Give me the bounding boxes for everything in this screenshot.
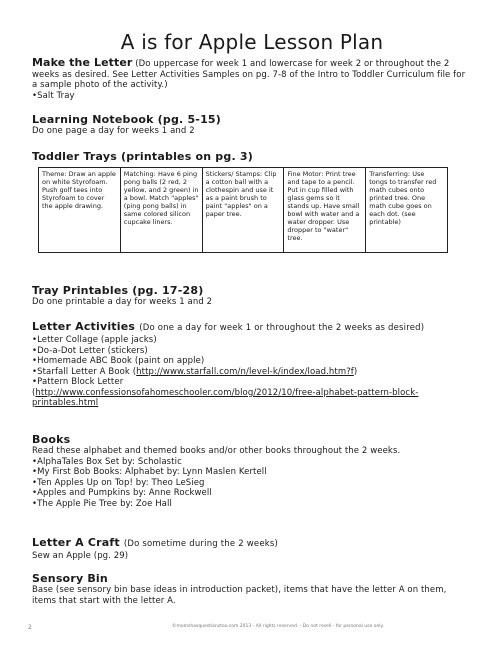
make-letter-heading: Make the Letter [32, 56, 133, 69]
page-number: 2 [28, 624, 32, 631]
make-letter-list [32, 91, 472, 102]
notebook-section [32, 113, 472, 137]
starfall-link[interactable]: http://www.starfall.com/n/level-k/index/load.htm?f [136, 366, 354, 377]
table-cell: Fine Motor: Print tree and tape to a pencil. Put in cup filled with glass gems so it stands up. Have small bowl with water and a water dropper. Use dropper to "water" tree. [284, 168, 366, 253]
notebook-desc: Do one page a day for weeks 1 and 2 [32, 126, 195, 136]
pattern-block-link[interactable]: http://www.confessionsofahomeschooler.com/blog/2012/10/free-alphabet-pattern-block-printables.html [32, 387, 419, 408]
trays-heading: Toddler Trays (printables on pg. 3) [32, 150, 253, 163]
tray-printables-heading: Tray Printables (pg. 17-28) [32, 284, 204, 297]
list-item: •Homemade ABC Book (paint on apple) [32, 356, 205, 366]
paren-close: ) [353, 366, 358, 377]
books-section [32, 433, 472, 509]
starfall-text: •Starfall Letter A Book ( [32, 366, 137, 377]
toddler-trays-section [32, 150, 472, 253]
list-item: •My First Bob Books: Alphabet by: Lynn Maslen Kertell [32, 467, 267, 477]
table-cell: Stickers/ Stamps: Clip a cotton ball with a clothespin and use it as a paint brush to paint "apples" on a paper tree. [202, 168, 284, 253]
books-list [32, 457, 472, 510]
craft-title [32, 536, 472, 551]
craft-note: (Do sometime during the 2 weeks) [123, 539, 279, 549]
books-desc: Read these alphabet and themed books and/or other books throughout the 2 weeks. [32, 446, 401, 456]
list-item: •AlphaTales Box Set by: Scholastic [32, 456, 182, 467]
tray-printables-desc: Do one printable a day for weeks 1 and 2 [32, 297, 213, 307]
letter-activities-section [32, 320, 472, 409]
list-item: •Do-a-Dot Letter (stickers) [32, 345, 148, 356]
list-item [32, 388, 472, 409]
copyright-text: ©momshasquestionstoo.com 2013 - All rights reserved. - Do not resell - for personal use only. [172, 624, 384, 629]
sensory-section [32, 572, 472, 606]
list-item: •Apples and Pumpkins by: Anne Rockwell [32, 488, 212, 498]
list-item: •The Apple Pie Tree by: Zoe Hall [32, 498, 172, 509]
trays-table [38, 167, 448, 253]
craft-heading: Letter A Craft [32, 536, 120, 549]
list-item [32, 367, 472, 378]
make-letter-text [32, 58, 472, 91]
table-cell: Transferring: Use tongs to transfer red math cubes onto printed tree. One math cube goes on each dot. (see printable) [366, 168, 448, 253]
notebook-heading: Learning Notebook (pg. 5-15) [32, 113, 222, 126]
table-cell: Theme: Draw an apple on white Styrofoam. Push golf tees into Styrofoam to cover the apple drawing. [39, 168, 121, 253]
sensory-heading: Sensory Bin [32, 572, 108, 585]
page-title: A is for Apple Lesson Plan [120, 30, 384, 54]
letter-activities-title [32, 320, 472, 335]
table-cell: Matching: Have 6 ping pong balls (2 red, 2 yellow, and 2 green) in a bowl. Match "apples" (ping pong balls) in same colored silicon cupcake liners. [120, 168, 202, 253]
list-item: •Salt Tray [32, 90, 75, 101]
table-row [39, 168, 448, 253]
letter-activities-list [32, 335, 472, 409]
list-item: •Letter Collage (apple jacks) [32, 335, 157, 345]
sensory-desc: Base (see sensory bin base ideas in introduction packet), items that have the letter A on them, items that start with the letter A. [32, 585, 447, 606]
letter-activities-heading: Letter Activities [32, 320, 136, 333]
craft-section [32, 536, 472, 562]
tray-printables-section [32, 284, 472, 308]
books-heading: Books [32, 433, 71, 446]
make-letter-section [32, 58, 472, 101]
craft-desc: Sew an Apple (pg. 29) [32, 551, 129, 561]
list-item: •Pattern Block Letter [32, 377, 124, 387]
paren-open: ( [32, 387, 36, 398]
make-letter-desc: (Do uppercase for week 1 and lowercase for week 2 or throughout the 2 weeks as desired. See Letter Activities Samples on pg. 7-8 of the Intro to Toddler Curriculum file for a sample photo of the activity.) [32, 59, 466, 90]
letter-activities-note: (Do one a day for week 1 or throughout the 2 weeks as desired) [139, 323, 425, 333]
list-item: •Ten Apples Up on Top! by: Theo LeSieg [32, 477, 205, 488]
